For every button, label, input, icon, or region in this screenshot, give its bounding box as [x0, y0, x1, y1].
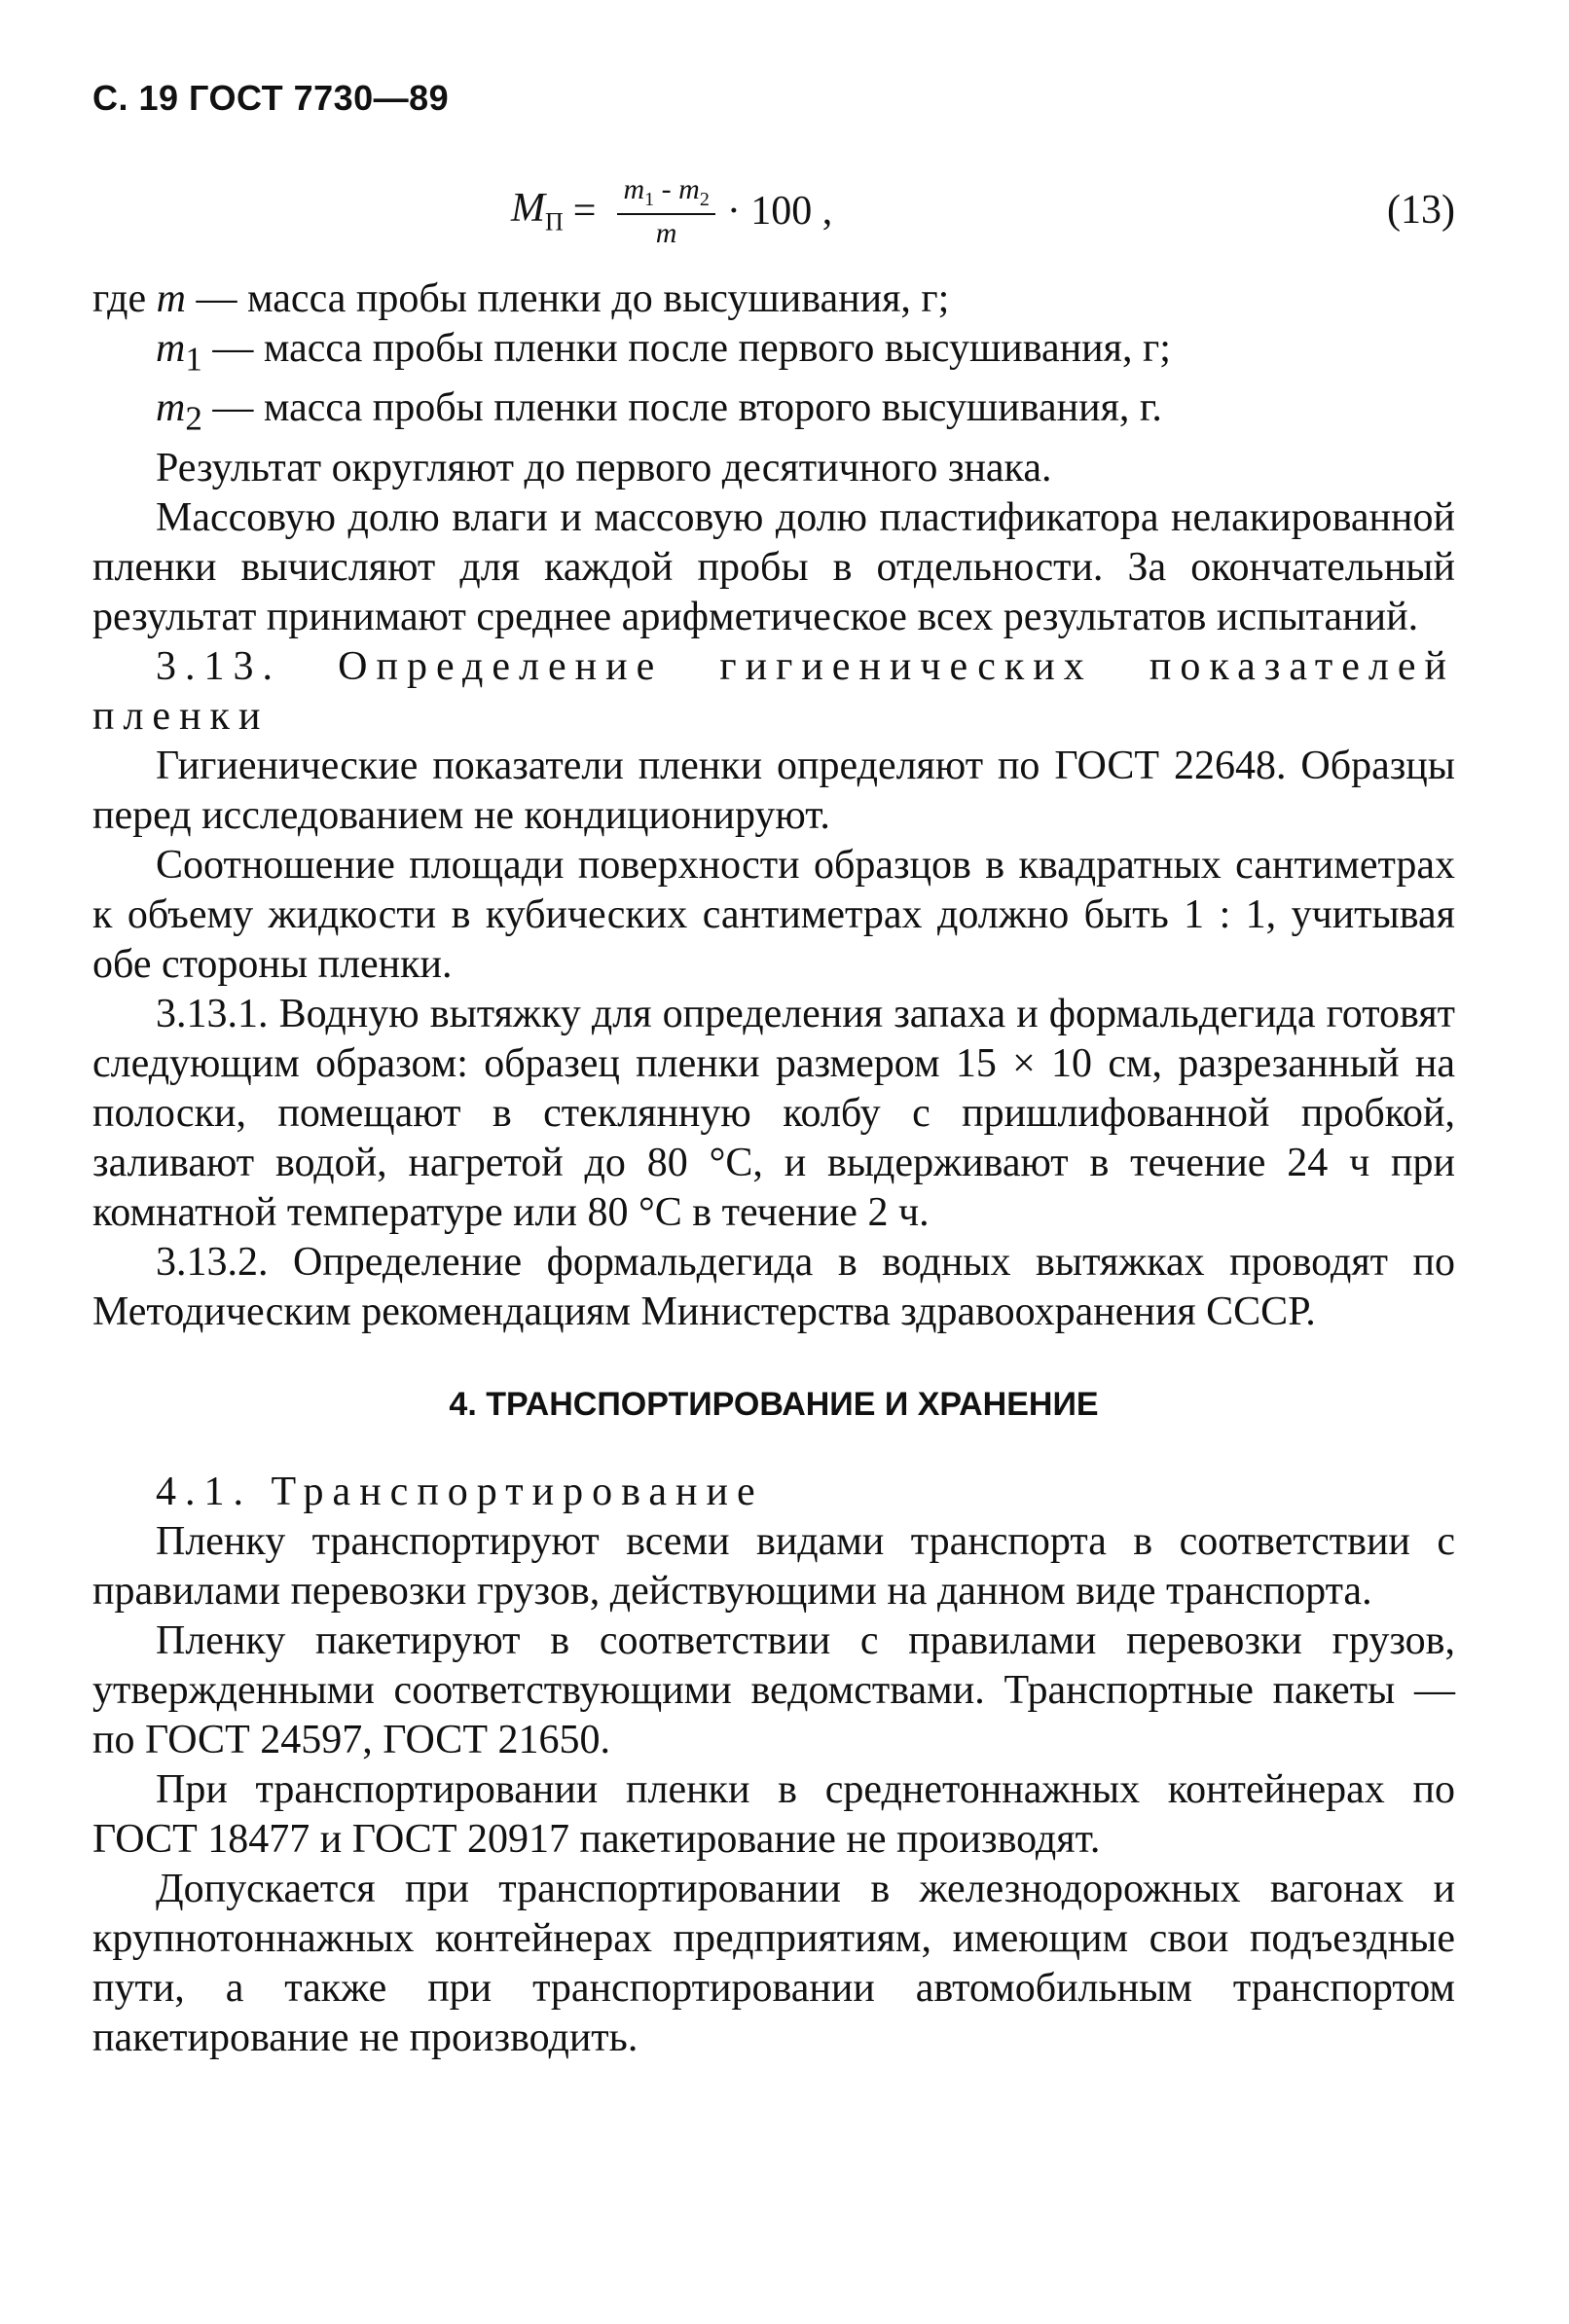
- where-sub: 1: [185, 340, 202, 379]
- paragraph-rounding: Результат округляют до первого десятичного знака.: [156, 445, 1052, 490]
- where-line-2: [92, 324, 1455, 383]
- paragraph-3-13-1: Гигиенические показатели пленки определяют по ГОСТ 22648. Образцы перед исследованием не кондиционируют.: [92, 743, 1455, 838]
- paragraph-4-1-1: Пленку транспортируют всеми видами транспорта в соответствии с правилами перевозки грузов, действующими на данном виде транспорта.: [92, 1518, 1455, 1614]
- formula-denominator: m: [655, 216, 677, 249]
- heading-4-1: 4.1. Транспортирование: [156, 1469, 764, 1514]
- formula-lhs: [511, 185, 564, 236]
- paragraph-4-1-2: Пленку пакетируют в соответствии с правилами перевозки грузов, утвержденными соответствующими ведомствами. Транспортные пакеты — по ГОСТ 24597, ГОСТ 21650.: [92, 1617, 1455, 1762]
- formula-number: (13): [1387, 188, 1455, 233]
- paragraph-3-13-1-extract: 3.13.1. Водную вытяжку для определения запаха и формальдегида готовят следующим образом: образец пленки размером 15 × 10 см, разрезанный на полоски, помещают в стеклянную колбу с пришлифованной пробкой, заливают водой, нагретой до 80 °С, и выдерживают в течение 24 ч при комнатной температуре или 80 °С в течение 2 ч.: [92, 991, 1455, 1235]
- formula-lhs-symbol: М: [511, 186, 545, 232]
- where-line-3: [92, 383, 1455, 443]
- document-page: [92, 78, 1455, 2063]
- formula-tail: · 100 ,: [726, 189, 833, 234]
- paragraph-4-1-3: При транспортировании пленки в среднетоннажных контейнерах по ГОСТ 18477 и ГОСТ 20917 пакетирование не производят.: [92, 1766, 1455, 1862]
- formula-fraction: [617, 173, 714, 250]
- paragraph-4-1-4: Допускается при транспортировании в железнодорожных вагонах и крупнотоннажных контейнерах предприятиям, имеющим свои подъездные пути, а также при транспортировании автомобильным транспортом пакетирование не производить.: [92, 1866, 1455, 2060]
- where-text: — масса пробы пленки после первого высушивания, г;: [201, 326, 1171, 371]
- where-symbol: m: [156, 276, 186, 321]
- formula-expression: [511, 158, 832, 265]
- formula-13: [92, 158, 1455, 274]
- paragraph-mass-fraction: Массовую долю влаги и массовую долю пластификатора нелакированной пленки вычисляют для каждой пробы в отдельности. За окончательный результат принимают среднее арифметическое всех результатов испытаний.: [92, 494, 1455, 639]
- section-4-title: 4. ТРАНСПОРТИРОВАНИЕ И ХРАНЕНИЕ: [449, 1385, 1099, 1423]
- formula-num-b-sub: 2: [699, 188, 710, 210]
- where-symbol: m: [156, 326, 186, 371]
- heading-3-13: 3.13. Определение гигиенических показателей пленки: [92, 643, 1455, 739]
- where-line-1: [92, 274, 1455, 324]
- formula-num-minus: -: [654, 172, 679, 205]
- formula-num-a-sub: 1: [644, 188, 655, 210]
- page-header: С. 19 ГОСТ 7730—89: [92, 78, 450, 118]
- formula-numerator: [617, 173, 714, 215]
- where-sub: 2: [185, 399, 202, 438]
- formula-lhs-sub: П: [545, 207, 564, 236]
- formula-num-b: m: [678, 172, 700, 205]
- paragraph-3-13-2-formaldehyde: 3.13.2. Определение формальдегида в водных вытяжках проводят по Методическим рекомендациям Министерства здравоохранения СССР.: [92, 1239, 1455, 1334]
- where-text: — масса пробы пленки до высушивания, г;: [186, 276, 950, 321]
- paragraph-3-13-2: Соотношение площади поверхности образцов в квадратных сантиметрах к объему жидкости в кубических сантиметрах должно быть 1 : 1, учитывая обе стороны пленки.: [92, 842, 1455, 987]
- where-text: — масса пробы пленки после второго высушивания, г.: [201, 385, 1162, 431]
- where-prefix: где: [92, 276, 157, 321]
- where-symbol: m: [156, 385, 186, 431]
- formula-num-a: m: [623, 172, 645, 205]
- formula-equals: =: [572, 189, 597, 234]
